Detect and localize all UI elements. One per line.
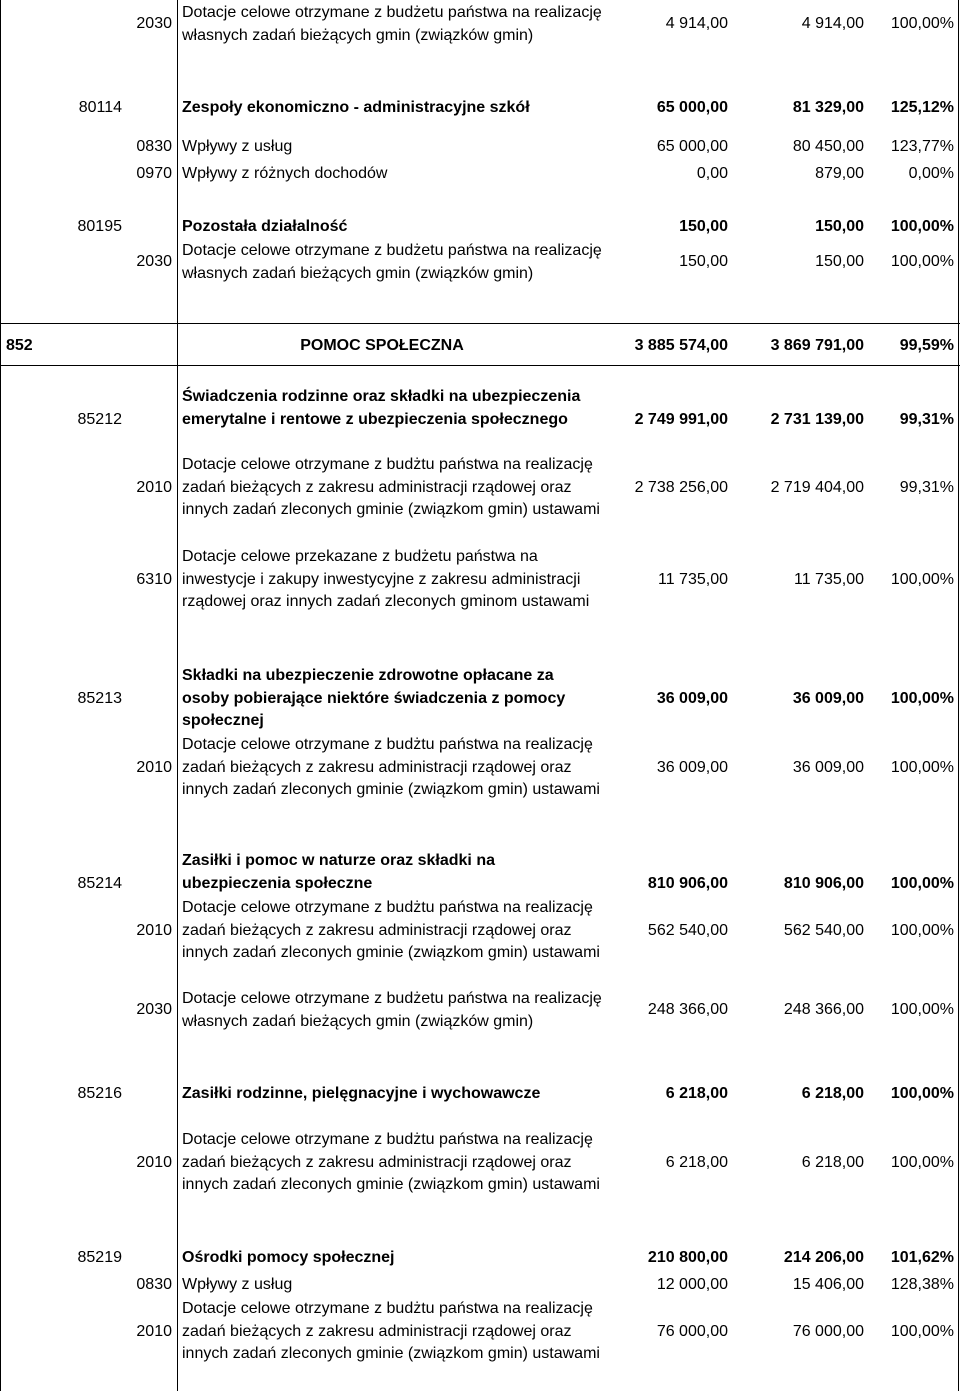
planned-amount: 36 009,00 xyxy=(656,758,728,776)
executed-amount: 562 540,00 xyxy=(783,921,864,939)
planned-amount: 150,00 xyxy=(679,253,728,271)
execution-percent: 0,00% xyxy=(908,165,954,183)
execution-percent: 100,00% xyxy=(890,253,954,271)
execution-percent: 100,00% xyxy=(890,689,954,707)
planned-amount: 76 000,00 xyxy=(656,1322,728,1340)
executed-amount: 248 366,00 xyxy=(783,1001,864,1019)
execution-percent: 99,31% xyxy=(899,410,954,428)
row-description: Dotacje celowe otrzymane z budżetu państwa na realizację własnych zadań bieżących gmin (związków gmin) xyxy=(182,990,602,1030)
chapter-code: 85212 xyxy=(77,410,122,428)
paragraph-code: 0970 xyxy=(136,165,172,183)
planned-amount: 4 914,00 xyxy=(665,15,728,33)
planned-amount: 562 540,00 xyxy=(647,921,728,939)
execution-percent: 100,00% xyxy=(890,1322,954,1340)
execution-percent: 100,00% xyxy=(890,15,954,33)
execution-percent: 99,59% xyxy=(899,337,954,355)
chapter-code: 85216 xyxy=(77,1085,122,1102)
paragraph-code: 2010 xyxy=(136,478,172,496)
section-code: 852 xyxy=(6,337,33,354)
row-description: POMOC SPOŁECZNA xyxy=(300,337,464,354)
chapter-code: 85214 xyxy=(77,874,122,892)
planned-amount: 0,00 xyxy=(696,165,728,183)
executed-amount: 150,00 xyxy=(815,253,864,271)
row-description: Dotacje celowe otrzymane z budżtu państwa na realizację zadań bieżących z zakresu administracji rządowej oraz innych zadań zleconych gminie (związkom gmin) ustawami xyxy=(182,899,600,961)
row-description: Dotacje celowe otrzymane z budżtu państwa na realizację zadań bieżących z zakresu administracji rządowej oraz innych zadań zleconych gminie (związkom gmin) ustawami xyxy=(182,1131,600,1193)
row-description: Dotacje celowe otrzymane z budżtu państwa na realizację zadań bieżących z zakresu administracji rządowej oraz innych zadań zleconych gminie (związkom gmin) ustawami xyxy=(182,456,600,518)
paragraph-code: 2010 xyxy=(136,758,172,776)
chapter-code: 85213 xyxy=(77,689,122,707)
planned-amount: 248 366,00 xyxy=(647,1001,728,1019)
section-divider-top xyxy=(0,323,960,324)
executed-amount: 879,00 xyxy=(815,165,864,183)
execution-percent: 100,00% xyxy=(890,874,954,892)
paragraph-code: 2010 xyxy=(136,921,172,939)
column-divider xyxy=(177,0,178,1391)
executed-amount: 80 450,00 xyxy=(792,138,864,156)
executed-amount: 81 329,00 xyxy=(792,99,864,117)
row-description: Składki na ubezpieczenie zdrowotne opłacane za osoby pobierające niektóre świadczenia z pomocy społecznej xyxy=(182,667,566,729)
execution-percent: 99,31% xyxy=(899,478,954,496)
execution-percent: 100,00% xyxy=(890,570,954,588)
row-description: Wpływy z usług xyxy=(182,138,293,155)
chapter-code: 85219 xyxy=(77,1249,122,1266)
paragraph-code: 2030 xyxy=(136,253,172,271)
execution-percent: 101,62% xyxy=(890,1249,954,1267)
row-description: Zespoły ekonomiczno - administracyjne szkół xyxy=(182,99,530,116)
planned-amount: 3 885 574,00 xyxy=(634,337,728,355)
execution-percent: 123,77% xyxy=(890,138,954,156)
chapter-code: 80114 xyxy=(78,99,122,116)
paragraph-code: 2010 xyxy=(136,1153,172,1171)
table-border-right xyxy=(958,0,959,1391)
planned-amount: 65 000,00 xyxy=(656,138,728,156)
executed-amount: 11 735,00 xyxy=(794,570,864,588)
execution-percent: 100,00% xyxy=(890,218,954,236)
paragraph-code: 2030 xyxy=(136,1001,172,1019)
row-description: Zasiłki i pomoc w naturze oraz składki na ubezpieczenia społeczne xyxy=(182,852,495,892)
execution-percent: 100,00% xyxy=(890,1001,954,1019)
row-description: Ośrodki pomocy społecznej xyxy=(182,1249,395,1266)
planned-amount: 150,00 xyxy=(679,218,728,236)
table-border-left xyxy=(0,0,1,1391)
planned-amount: 810 906,00 xyxy=(647,874,728,892)
row-description: Zasiłki rodzinne, pielęgnacyjne i wychowawcze xyxy=(182,1085,541,1102)
executed-amount: 36 009,00 xyxy=(792,758,864,776)
executed-amount: 6 218,00 xyxy=(801,1085,864,1103)
planned-amount: 36 009,00 xyxy=(656,689,728,707)
execution-percent: 125,12% xyxy=(890,99,954,117)
planned-amount: 65 000,00 xyxy=(656,99,728,117)
execution-percent: 100,00% xyxy=(890,1085,954,1103)
paragraph-code: 6310 xyxy=(136,570,172,588)
row-description: Dotacje celowe otrzymane z budżetu państwa na realizację własnych zadań bieżących gmin (związków gmin) xyxy=(182,4,602,44)
planned-amount: 11 735,00 xyxy=(658,570,728,588)
planned-amount: 6 218,00 xyxy=(665,1153,728,1171)
executed-amount: 4 914,00 xyxy=(801,15,864,33)
executed-amount: 214 206,00 xyxy=(783,1249,864,1267)
row-description: Świadczenia rodzinne oraz składki na ubezpieczenia emerytalne i rentowe z ubezpieczenia społecznego xyxy=(182,388,581,428)
section-divider-bottom xyxy=(0,365,960,366)
row-description: Dotacje celowe otrzymane z budżtu państwa na realizację zadań bieżących z zakresu administracji rządowej oraz innych zadań zleconych gminie (związkom gmin) ustawami xyxy=(182,736,600,798)
row-description: Dotacje celowe przekazane z budżetu państwa na inwestycje i zakupy inwestycyjne z zakresu administracji rządowej oraz innych zadań zleconych gminom ustawami xyxy=(182,548,590,610)
executed-amount: 810 906,00 xyxy=(783,874,864,892)
executed-amount: 3 869 791,00 xyxy=(770,337,864,355)
executed-amount: 2 731 139,00 xyxy=(770,410,864,428)
paragraph-code: 2010 xyxy=(136,1322,172,1340)
executed-amount: 150,00 xyxy=(815,218,864,236)
chapter-code: 80195 xyxy=(77,218,122,235)
execution-percent: 100,00% xyxy=(890,758,954,776)
execution-percent: 128,38% xyxy=(890,1276,954,1294)
executed-amount: 2 719 404,00 xyxy=(770,478,864,496)
paragraph-code: 0830 xyxy=(136,1276,172,1294)
executed-amount: 36 009,00 xyxy=(792,689,864,707)
paragraph-code: 2030 xyxy=(136,15,172,33)
row-description: Dotacje celowe otrzymane z budżtu państwa na realizację zadań bieżących z zakresu administracji rządowej oraz innych zadań zleconych gminie (związkom gmin) ustawami xyxy=(182,1300,600,1362)
executed-amount: 15 406,00 xyxy=(792,1276,864,1294)
planned-amount: 2 738 256,00 xyxy=(634,478,728,496)
paragraph-code: 0830 xyxy=(136,138,172,156)
row-description: Pozostała działalność xyxy=(182,218,348,235)
row-description: Dotacje celowe otrzymane z budżetu państwa na realizację własnych zadań bieżących gmin (związków gmin) xyxy=(182,242,602,282)
executed-amount: 6 218,00 xyxy=(801,1153,864,1171)
planned-amount: 6 218,00 xyxy=(665,1085,728,1103)
planned-amount: 210 800,00 xyxy=(647,1249,728,1267)
execution-percent: 100,00% xyxy=(890,921,954,939)
planned-amount: 12 000,00 xyxy=(656,1276,728,1294)
executed-amount: 76 000,00 xyxy=(792,1322,864,1340)
execution-percent: 100,00% xyxy=(890,1153,954,1171)
row-description: Wpływy z usług xyxy=(182,1276,293,1293)
planned-amount: 2 749 991,00 xyxy=(634,410,728,428)
row-description: Wpływy z różnych dochodów xyxy=(182,165,388,182)
